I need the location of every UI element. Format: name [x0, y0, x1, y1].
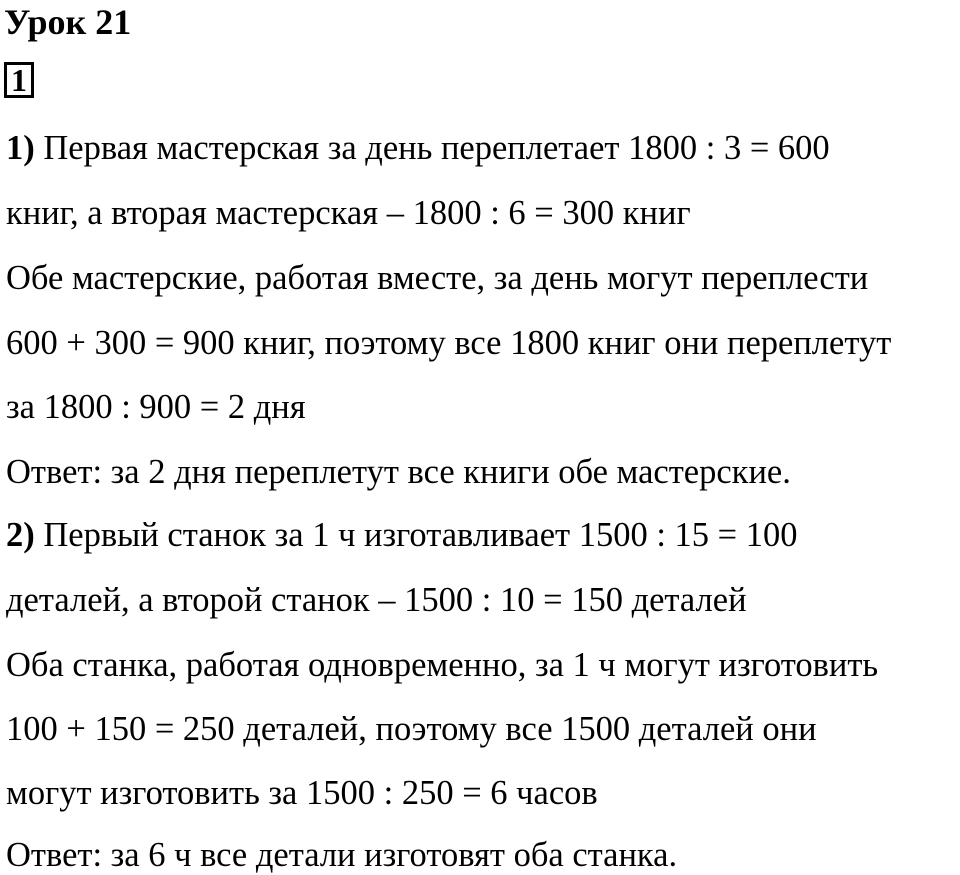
problem-1-number: 1) [6, 129, 35, 167]
task-number-box [4, 62, 34, 98]
problem-2-line-4: 100 + 150 = 250 деталей, поэтому все 1500 деталей они [6, 710, 817, 748]
problem-1-answer: Ответ: за 2 дня переплетут все книги обе мастерские. [6, 453, 791, 491]
problem-1-line-1 [6, 128, 830, 168]
problem-1-line-3: Обе мастерские, работая вместе, за день могут переплести [6, 259, 869, 297]
problem-1-text-1: Первая мастерская за день переплетает 1800 : 3 = 600 [34, 129, 830, 167]
problem-1-line-5: за 1800 : 900 = 2 дня [6, 388, 306, 426]
problem-2-answer: Ответ: за 6 ч все детали изготовят оба станка. [6, 836, 678, 874]
problem-2-line-2: деталей, а второй станок – 1500 : 10 = 150 деталей [6, 581, 747, 619]
lesson-title: Урок 21 [4, 2, 132, 42]
problem-2-text-1: Первый станок за 1 ч изготавливает 1500 : 15 = 100 [34, 516, 798, 554]
task-number: 1 [11, 62, 27, 98]
problem-2-line-1 [6, 515, 798, 555]
problem-2-line-3: Оба станка, работая одновременно, за 1 ч могут изготовить [6, 646, 879, 684]
problem-1-line-4: 600 + 300 = 900 книг, поэтому все 1800 книг они переплетут [6, 324, 892, 362]
problem-2-line-5: могут изготовить за 1500 : 250 = 6 часов [6, 774, 598, 812]
problem-2-number: 2) [6, 516, 35, 554]
problem-1-line-2: книг, а вторая мастерская – 1800 : 6 = 300 книг [6, 194, 691, 232]
